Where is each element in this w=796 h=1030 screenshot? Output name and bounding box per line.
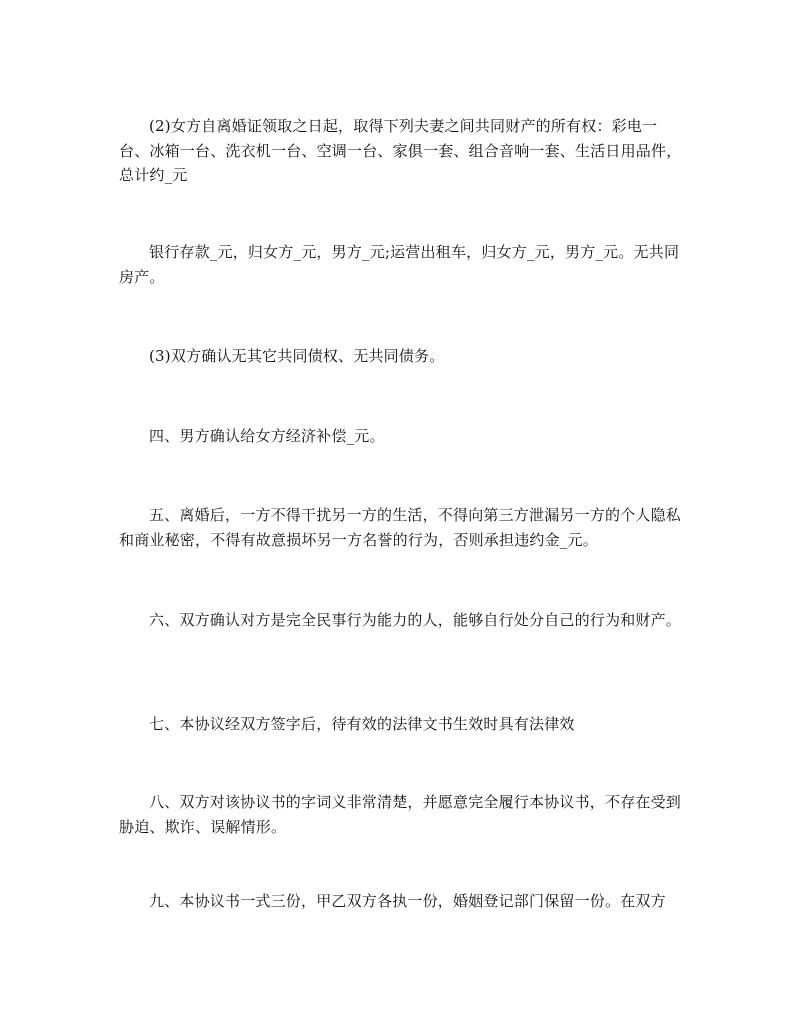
paragraph-clause-nine: 九、本协议书一式三份，甲乙双方各执一份，婚姻登记部门保留一份。在双方 bbox=[149, 892, 666, 910]
paragraph-clause-four: 四、男方确认给女方经济补偿_元。 bbox=[149, 427, 385, 445]
paragraph-clause-eight: 八、双方对该协议书的字词义非常清楚，并愿意完全履行本协议书，不存在受到胁迫、欺诈、误解情形。 bbox=[119, 793, 682, 836]
paragraph-debts: (3)双方确认无其它共同债权、无共同债务。 bbox=[149, 347, 445, 365]
paragraph-clause-six: 六、双方确认对方是完全民事行为能力的人，能够自行处分自己的行为和财产。 bbox=[149, 611, 682, 629]
paragraph-clause-seven: 七、本协议经双方签字后，待有效的法律文书生效时具有法律效 bbox=[149, 715, 575, 733]
paragraph-property-ownership: (2)女方自离婚证领取之日起，取得下列夫妻之间共同财产的所有权：彩电一台、冰箱一台、洗衣机一台、空调一台、家俱一套、组合音响一套、生活日用品件，总计约_元 bbox=[119, 117, 682, 184]
paragraph-clause-five: 五、离婚后，一方不得干扰另一方的生活，不得向第三方泄漏另一方的个人隐私和商业秘密，不得有故意损坏另一方名誉的行为，否则承担违约金_元。 bbox=[119, 506, 682, 549]
paragraph-bank-deposits: 银行存款_元，归女方_元，男方_元;运营出租车，归女方_元，男方_元。无共同房产。 bbox=[119, 243, 680, 286]
